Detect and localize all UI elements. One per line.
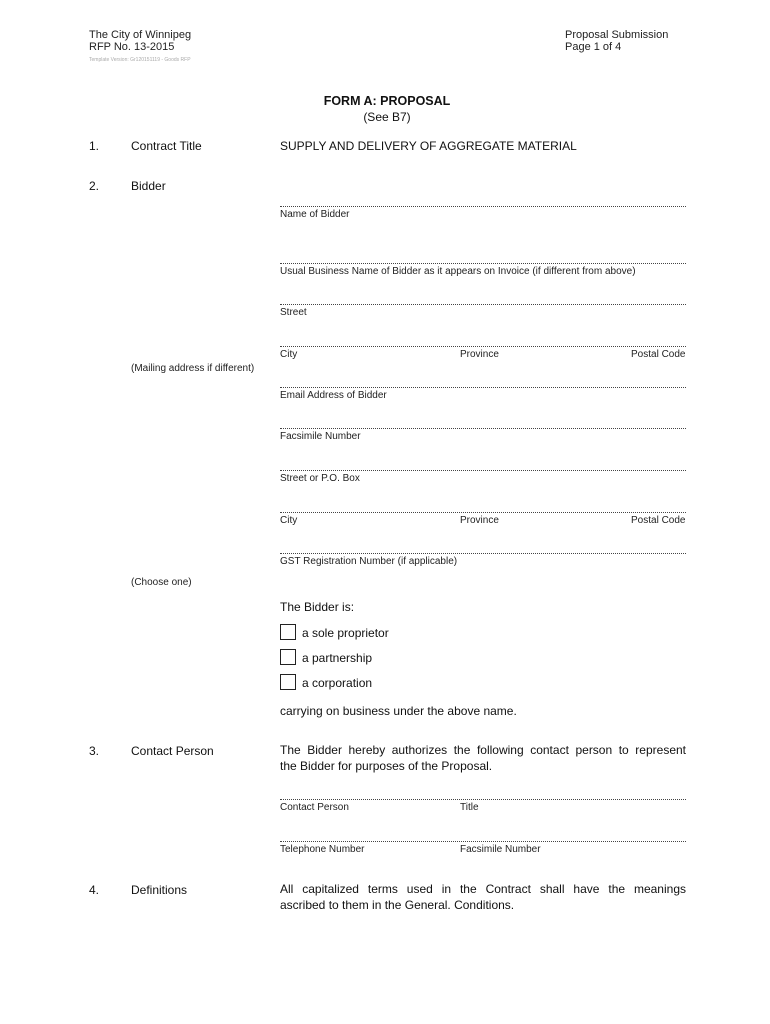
fax-label: Facsimile Number bbox=[280, 431, 361, 442]
city-label: City bbox=[280, 349, 298, 360]
section-2-number: 2. bbox=[89, 179, 100, 193]
postal-code-label: Postal Code bbox=[631, 349, 686, 360]
contact-person-line[interactable] bbox=[280, 799, 686, 800]
email-label: Email Address of Bidder bbox=[280, 390, 387, 401]
definitions-text-1: All capitalized terms used in the Contract shall have the meanings bbox=[280, 882, 686, 896]
header-page-number: Page 1 of 4 bbox=[565, 41, 622, 53]
city-province-postal-line-2[interactable] bbox=[280, 512, 686, 513]
telephone-fax-line[interactable] bbox=[280, 841, 686, 842]
province-label-2: Province bbox=[460, 515, 499, 526]
email-line[interactable] bbox=[280, 387, 686, 388]
corporation-checkbox[interactable] bbox=[280, 674, 296, 690]
corporation-label: a corporation bbox=[302, 676, 373, 690]
gst-label: GST Registration Number (if applicable) bbox=[280, 556, 458, 567]
definitions-text-2: ascribed to them in the General. Conditions. bbox=[280, 898, 515, 912]
city-province-postal-line[interactable] bbox=[280, 346, 686, 347]
contact-title-label: Title bbox=[460, 802, 479, 813]
contact-person-label: Contact Person bbox=[280, 802, 349, 813]
choose-one-note: (Choose one) bbox=[131, 577, 192, 588]
fax-line[interactable] bbox=[280, 428, 686, 429]
section-4-number: 4. bbox=[89, 883, 100, 897]
section-1-label: Contract Title bbox=[131, 139, 202, 153]
header-rfp-number: RFP No. 13-2015 bbox=[89, 41, 175, 53]
partnership-checkbox[interactable] bbox=[280, 649, 296, 665]
sole-proprietor-checkbox[interactable] bbox=[280, 624, 296, 640]
street-line[interactable] bbox=[280, 304, 686, 305]
business-name-label: Usual Business Name of Bidder as it appears on Invoice (if different from above) bbox=[280, 266, 636, 277]
name-of-bidder-line[interactable] bbox=[280, 206, 686, 207]
section-4-label: Definitions bbox=[131, 883, 188, 897]
carrying-on-business-text: carrying on business under the above name. bbox=[280, 704, 517, 718]
header-submission: Proposal Submission bbox=[565, 29, 669, 41]
name-of-bidder-label: Name of Bidder bbox=[280, 209, 350, 220]
province-label: Province bbox=[460, 349, 499, 360]
business-name-line[interactable] bbox=[280, 263, 686, 264]
section-3-number: 3. bbox=[89, 744, 100, 758]
section-3-label: Contact Person bbox=[131, 744, 214, 758]
partnership-label: a partnership bbox=[302, 651, 373, 665]
mailing-address-note: (Mailing address if different) bbox=[131, 363, 255, 374]
city-label-2: City bbox=[280, 515, 298, 526]
contract-title-value: SUPPLY AND DELIVERY OF AGGREGATE MATERIAL bbox=[280, 139, 577, 153]
contact-person-text-2: the Bidder for purposes of the Proposal. bbox=[280, 759, 493, 773]
gst-line[interactable] bbox=[280, 553, 686, 554]
street-po-label: Street or P.O. Box bbox=[280, 473, 360, 484]
street-label: Street bbox=[280, 307, 307, 318]
section-2-label: Bidder bbox=[131, 179, 166, 193]
postal-code-label-2: Postal Code bbox=[631, 515, 686, 526]
contact-person-text-1: The Bidder hereby authorizes the following contact person to represent bbox=[280, 743, 686, 757]
header-city: The City of Winnipeg bbox=[89, 29, 192, 41]
form-title: FORM A: PROPOSAL bbox=[323, 94, 451, 108]
header-template-version: Template Version: Gr120151119 - Goods RFP bbox=[89, 57, 191, 63]
telephone-label: Telephone Number bbox=[280, 844, 365, 855]
form-subtitle: (See B7) bbox=[363, 110, 411, 124]
bidder-is-label: The Bidder is: bbox=[280, 600, 355, 614]
section-1-number: 1. bbox=[89, 139, 100, 153]
sole-proprietor-label: a sole proprietor bbox=[302, 626, 389, 640]
street-po-line[interactable] bbox=[280, 470, 686, 471]
contact-fax-label: Facsimile Number bbox=[460, 844, 541, 855]
